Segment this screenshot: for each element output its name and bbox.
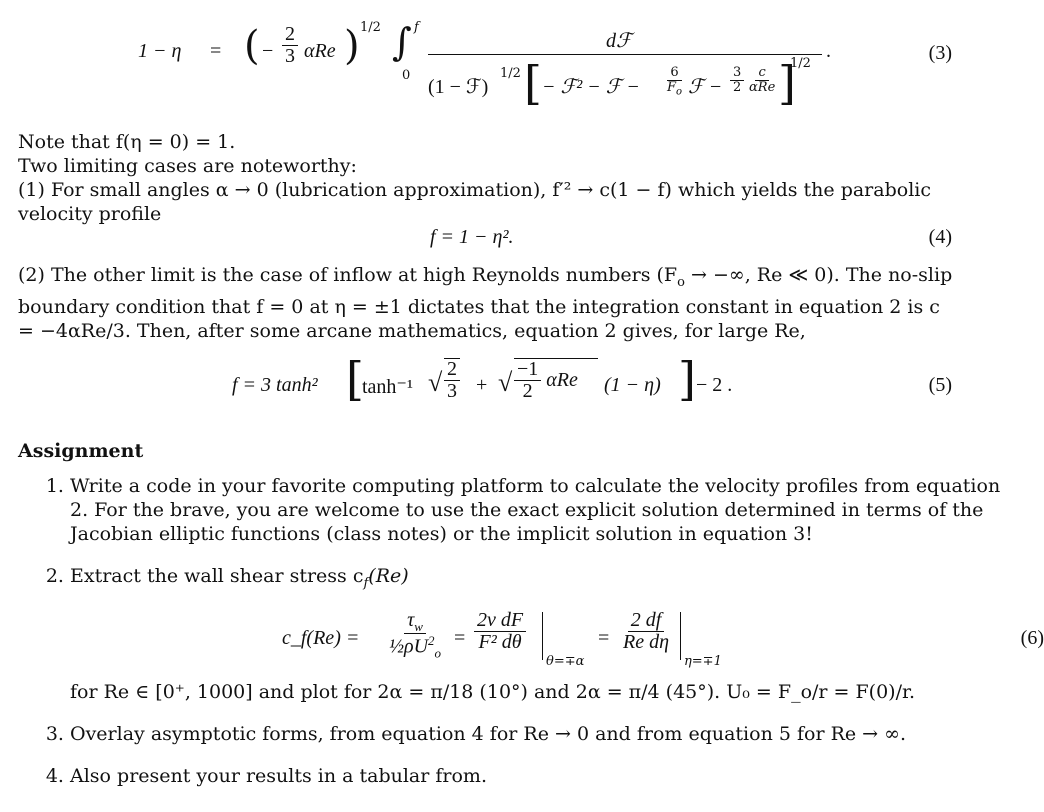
sqrt2-icon: √ xyxy=(498,368,513,397)
two-cases-line: Two limiting cases are noteworthy: xyxy=(18,155,357,177)
eq3-lhs: 1 − η xyxy=(138,40,182,62)
eq3-fraction: $\frac{2}{3}$ xyxy=(282,24,298,67)
eq6-eq1: = xyxy=(454,626,466,649)
eq3-paren-open: ( xyxy=(244,23,260,69)
assignment-item-3: 3. Overlay asymptotic forms, from equation 4 for Re → 0 and from equation 5 for Re → ∞. xyxy=(70,722,1006,746)
eq5-lhs: f = 3 tanh² xyxy=(232,374,318,396)
eq3-alpha-re: αRe xyxy=(304,40,336,62)
eq5-bracket-close: ] xyxy=(678,352,696,406)
assignment-heading: Assignment xyxy=(18,440,144,462)
eq3-den-b: − ℱ² − ℱ − xyxy=(542,76,640,98)
eq6-eval-bar1 xyxy=(542,612,543,660)
eq6-eval2: η=∓1 xyxy=(684,653,722,669)
eq5-number: (5) xyxy=(928,374,952,396)
eq3-numerator: dℱ xyxy=(606,30,632,52)
eq3-den-d: ℱ − xyxy=(688,76,723,98)
eq6-frac1: $\frac{\tau_w}{\frac{1}{2}\rho U^2_o}$ xyxy=(389,608,442,662)
eq3-den-e: $\frac{3}{2}$ xyxy=(730,66,744,94)
eq4-number: (4) xyxy=(928,226,952,248)
eq3-fraction-bar xyxy=(428,54,822,55)
eq3-int-upper: f xyxy=(414,20,419,35)
eq3-minus: − xyxy=(262,40,274,62)
eq5-sqrt1: $\frac{2}{3}$ xyxy=(444,359,460,402)
eq6-lhs: c_f(Re) = xyxy=(282,626,360,649)
eq3-number: (3) xyxy=(928,42,952,64)
eq5-plus: + xyxy=(476,374,488,396)
sqrt1-icon: √ xyxy=(428,368,443,397)
eq3-den-c: $\frac{6}{F_o}$ xyxy=(667,65,683,98)
assignment-item-2: 2. Extract the wall shear stress $c_f(Re)$ c_f(Re) = $\frac{\tau_w}{\frac{1}{2}\rho U^2_o}$ = $\frac{\text{2ν dF}}{\text{F² dθ}}$ θ=∓α = $\frac{2 df}{\text{Re dη}}$ η=∓1 (6) for Re ∈ [0⁺, 1000] and plot for 2α = π/18 (10°) and 2α = π/4 (45°). U₀ = F_o/r = F(0)/r. xyxy=(70,564,1006,704)
case2-paragraph: (2) The other limit is the case of inflow at high Reynolds numbers ($F_o$ → −∞, Re ≪ 0). The no-slip boundary condition that f = 0 at η = ±1 dictates that the integration constant in equation 2 is c = −4αRe/3. Then, after some arcane mathematics, equation 2 gives, for large Re, xyxy=(18,264,953,342)
eq3-integral: ∫ xyxy=(392,20,412,64)
eq3-den-a-exp: 1/2 xyxy=(500,66,521,81)
eq3-den-bracket-close: ] xyxy=(778,56,796,110)
eq3-paren-close: ) xyxy=(344,23,360,69)
eq5-factor: (1 − η) xyxy=(604,374,661,396)
assignment-item-2-follow: for Re ∈ [0⁺, 1000] and plot for 2α = π/18 (10°) and 2α = π/4 (45°). U₀ = F_o/r = F(0)/r. xyxy=(70,680,916,703)
eq3-den-bracket-open: [ xyxy=(524,56,542,110)
eq3-equals: = xyxy=(210,40,222,62)
eq5-atanh: tanh⁻¹ xyxy=(362,376,413,398)
eq3-den-f: $\frac{c}{\text{αRe}}$ xyxy=(749,65,776,95)
eq6-frac3: $\frac{2 df}{\text{Re dη}}$ xyxy=(623,608,670,653)
eq4-body: f = 1 − η². xyxy=(430,226,514,248)
eq3-den-a: (1 − ℱ) xyxy=(428,76,489,98)
eq6-number: (6) xyxy=(1020,626,1044,649)
eq5-sqrt2: $\frac{-1}{2}$ xyxy=(514,359,541,402)
eq6-eval1: θ=∓α xyxy=(546,653,585,669)
eq6-eq2: = xyxy=(598,626,610,649)
case1-paragraph: (1) For small angles α → 0 (lubrication approximation), f′² → c(1 − f) which yields the parabolic velocity profile xyxy=(18,179,931,225)
assignment-item-1: 1. Write a code in your favorite computing platform to calculate the velocity profiles from equation 2. For the brave, you are welcome to use the exact explicit solution determined in terms of the Jacobian elliptic functions (class notes) or the implicit solution in equation 3! xyxy=(70,474,1006,546)
note-line: Note that f(η = 0) = 1. xyxy=(18,131,236,153)
eq5-bracket-open: [ xyxy=(346,352,364,406)
eq3-den-exp: 1/2 xyxy=(790,56,811,71)
eq3-trail: . xyxy=(826,40,831,62)
eq3-int-lower: 0 xyxy=(402,68,411,83)
assignment-item-4: 4. Also present your results in a tabular from. xyxy=(70,764,1006,788)
assignment-list xyxy=(18,474,1044,806)
equation-5: f = 3 tanh² [ tanh⁻¹ √ $\frac{2}{3}$ + √ $\frac{-1}{2}$ αRe (1 − η) ] − 2 . (5) xyxy=(232,352,952,406)
equation-3 xyxy=(0,16,966,116)
eq3-exponent: 1/2 xyxy=(360,20,381,35)
equation-4 xyxy=(0,226,966,254)
eq6-eval-bar2 xyxy=(680,612,681,660)
eq5-tail: − 2 . xyxy=(696,374,733,396)
eq6-frac2: $\frac{\text{2ν dF}}{\text{F² dθ}}$ xyxy=(474,610,526,653)
